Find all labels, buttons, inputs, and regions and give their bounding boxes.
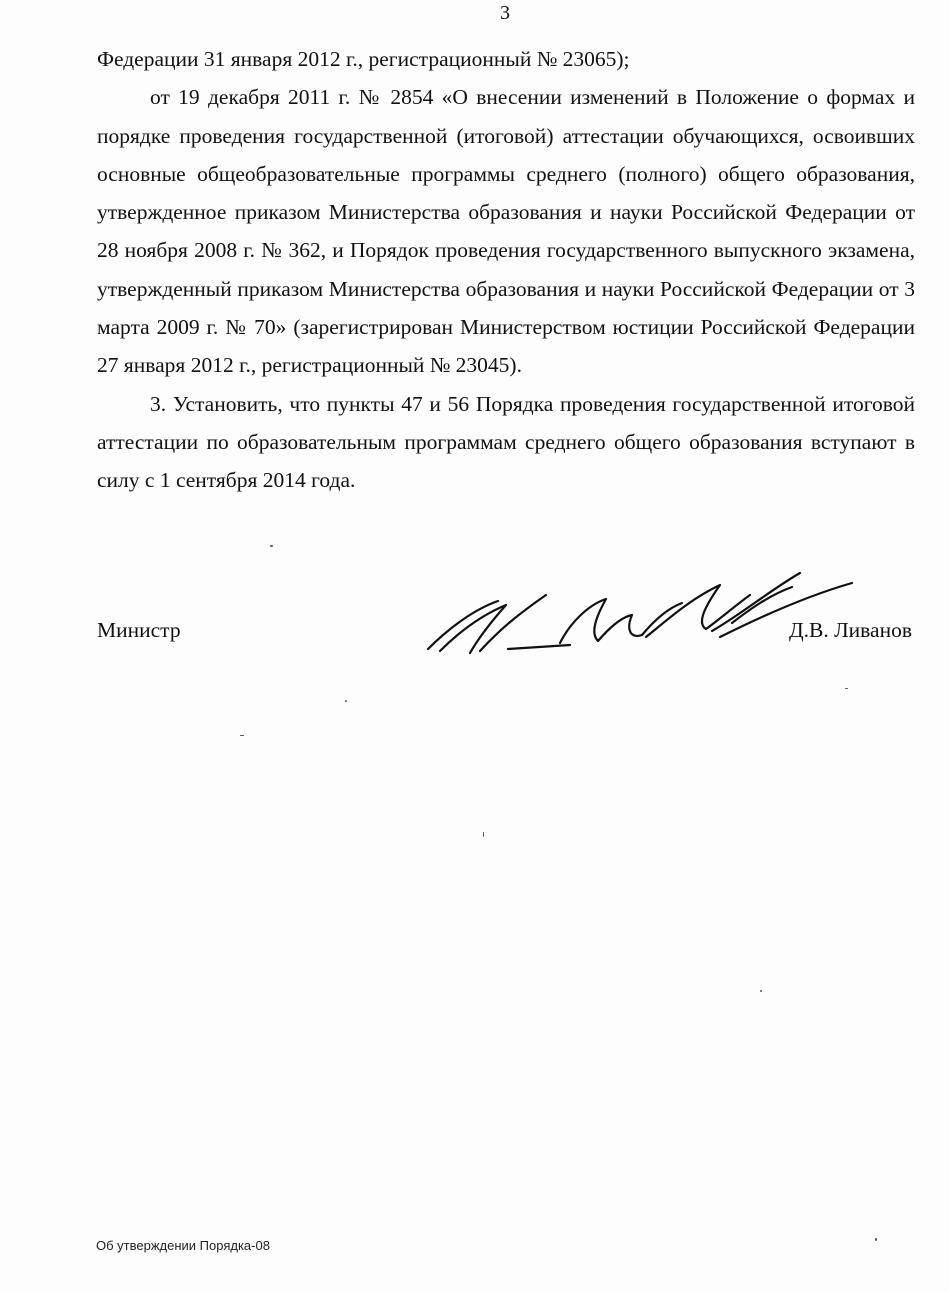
scan-speck bbox=[345, 700, 347, 702]
scan-speck bbox=[240, 735, 244, 736]
document-body bbox=[97, 40, 915, 500]
paragraph-continuation: Федерации 31 января 2012 г., регистрационный № 23065); bbox=[97, 47, 630, 71]
page-number: 3 bbox=[500, 2, 510, 24]
scan-speck bbox=[760, 990, 762, 992]
signer-role: Министр bbox=[97, 618, 181, 642]
scan-speck bbox=[875, 1238, 877, 1241]
paragraph-order-2854: от 19 декабря 2011 г. № 2854 «О внесении изменений в Положение о формах и порядке проведения государственной (итоговой) аттестации обучающихся, освоивших основные общеобразовательные программы среднего (полного) общего образования, утвержденное приказом Министерства образования и науки Российской Федерации от 28 ноября 2008 г. № 362, и Порядок проведения государственного выпускного экзамена, утвержденный приказом Министерства образования и науки Российской Федерации от 3 марта 2009 г. № 70» (зарегистрирован Министерством юстиции Российской Федерации 27 января 2012 г., регистрационный № 23045). bbox=[97, 85, 915, 378]
scan-speck bbox=[270, 545, 273, 547]
footer-reference: Об утверждении Порядка-08 bbox=[96, 1238, 270, 1253]
signature-block bbox=[97, 618, 912, 658]
scan-speck bbox=[845, 688, 848, 689]
scan-speck bbox=[483, 832, 484, 837]
paragraph-item-3: 3. Установить, что пункты 47 и 56 Порядка проведения государственной итоговой аттестации по образовательным программам среднего общего образования вступают в силу с 1 сентября 2014 года. bbox=[97, 391, 915, 493]
signer-name: Д.В. Ливанов bbox=[788, 618, 912, 642]
